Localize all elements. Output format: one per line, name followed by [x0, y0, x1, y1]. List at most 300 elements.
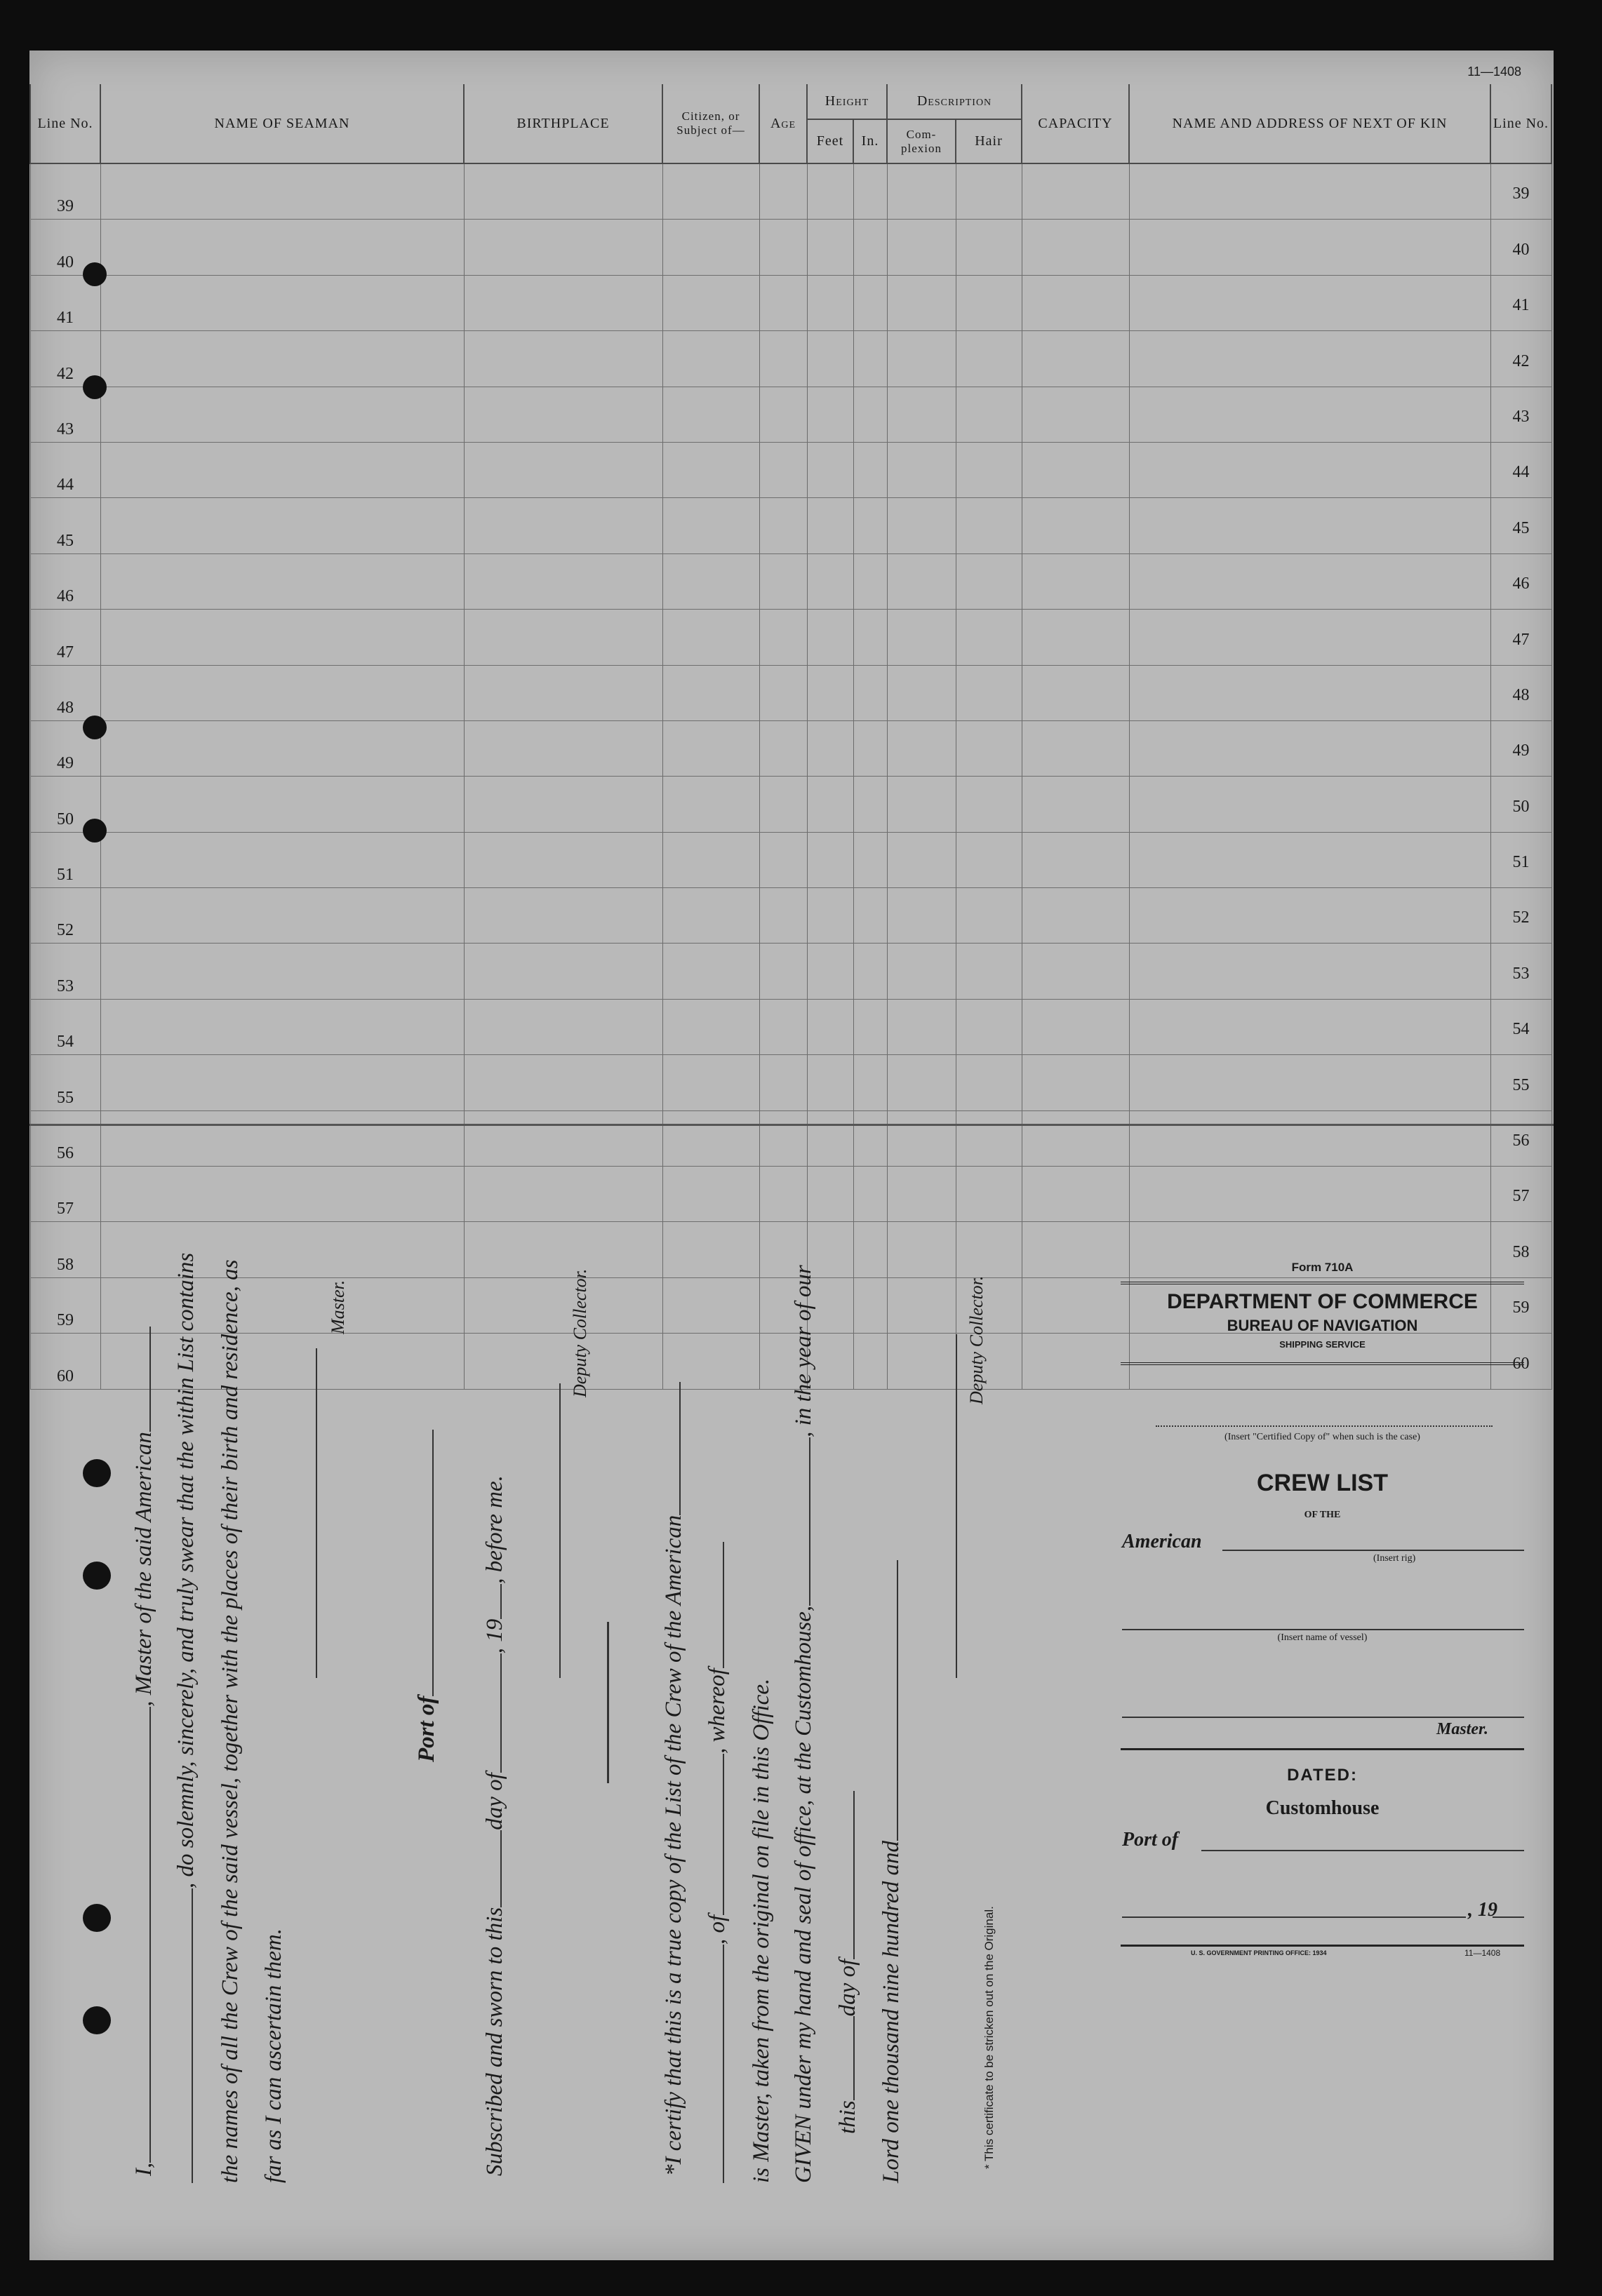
day-blank-2[interactable] [853, 2016, 855, 2100]
entry-cell[interactable] [853, 888, 887, 944]
entry-cell[interactable] [1022, 275, 1129, 330]
entry-cell[interactable] [887, 888, 956, 944]
entry-cell[interactable] [807, 720, 853, 776]
entry-cell[interactable] [853, 777, 887, 832]
entry-cell[interactable] [662, 944, 759, 999]
entry-cell[interactable] [464, 610, 662, 665]
deputy-collector-2: Deputy Collector. [966, 1275, 987, 1404]
entry-cell[interactable] [759, 163, 807, 220]
dated-label: DATED: [1287, 1766, 1358, 1785]
entry-cell[interactable] [1022, 163, 1129, 220]
header-capacity: CAPACITY [1022, 84, 1129, 163]
entry-cell[interactable] [1022, 387, 1129, 442]
entry-cell[interactable] [1022, 498, 1129, 553]
header-age: Age [759, 84, 807, 163]
line-number-left: 46 [30, 553, 100, 609]
entry-cell[interactable] [100, 777, 464, 832]
entry-cell[interactable] [887, 1055, 956, 1110]
entry-cell[interactable] [1022, 1277, 1129, 1333]
entry-cell[interactable] [100, 1055, 464, 1110]
entry-cell[interactable] [100, 720, 464, 776]
entry-cell[interactable] [464, 665, 662, 720]
entry-cell[interactable] [956, 944, 1022, 999]
entry-cell[interactable] [100, 888, 464, 944]
entry-cell[interactable] [464, 331, 662, 387]
certificate-footnote: * This certificate to be stricken out on the Original. [982, 1906, 996, 2169]
entry-cell[interactable] [759, 999, 807, 1054]
line-number-left: 41 [30, 275, 100, 330]
table-row [30, 442, 1551, 497]
line-number-right: 48 [1490, 665, 1551, 720]
entry-cell[interactable] [662, 1167, 759, 1222]
table-row [30, 610, 1551, 665]
entry-cell[interactable] [1022, 1110, 1129, 1166]
entry-cell[interactable] [662, 275, 759, 330]
entry-cell[interactable] [1022, 777, 1129, 832]
vessel-name-blank[interactable] [192, 1888, 193, 2183]
vessel-blank-2[interactable] [723, 1945, 724, 2183]
entry-cell[interactable] [662, 832, 759, 887]
header-hair: Hair [956, 119, 1022, 163]
entry-cell[interactable] [662, 498, 759, 553]
line-number-left: 57 [30, 1167, 100, 1222]
entry-cell[interactable] [956, 498, 1022, 553]
entry-cell[interactable] [1022, 220, 1129, 275]
department-title: DEPARTMENT OF COMMERCE [1167, 1290, 1478, 1313]
entry-cell[interactable] [853, 163, 887, 220]
entry-cell[interactable] [853, 442, 887, 497]
table-row [30, 665, 1551, 720]
header-height: Height [807, 84, 887, 119]
entry-cell[interactable] [853, 1110, 887, 1166]
vessel-name-line[interactable] [1122, 1629, 1524, 1630]
entry-cell[interactable] [807, 777, 853, 832]
entry-cell[interactable] [1022, 1222, 1129, 1277]
entry-cell[interactable] [1022, 1334, 1129, 1389]
entry-cell[interactable] [759, 331, 807, 387]
entry-cell[interactable] [464, 163, 662, 220]
entry-cell[interactable] [100, 1167, 464, 1222]
entry-cell[interactable] [662, 777, 759, 832]
entry-cell[interactable] [853, 498, 887, 553]
entry-cell[interactable] [956, 999, 1022, 1054]
entry-cell[interactable] [464, 1222, 662, 1277]
entry-cell[interactable] [464, 720, 662, 776]
entry-cell[interactable] [662, 1110, 759, 1166]
line-number-right: 51 [1490, 832, 1551, 887]
entry-cell[interactable] [807, 553, 853, 609]
entry-cell[interactable] [1129, 275, 1490, 330]
entry-cell[interactable] [759, 944, 807, 999]
entry-cell[interactable] [807, 832, 853, 887]
entry-cell[interactable] [759, 1167, 807, 1222]
entry-cell[interactable] [100, 665, 464, 720]
entry-cell[interactable] [956, 1222, 1022, 1277]
entry-cell[interactable] [759, 665, 807, 720]
insert-certified-note: (Insert "Certified Copy of" when such is the case) [1224, 1432, 1420, 1442]
customhouse-blank[interactable] [809, 1437, 810, 1606]
entry-cell[interactable] [807, 999, 853, 1054]
entry-cell[interactable] [887, 610, 956, 665]
line-number-left: 39 [30, 163, 100, 220]
oath-i: I, [131, 2162, 156, 2176]
entry-cell[interactable] [807, 442, 853, 497]
table-row [30, 387, 1551, 442]
entry-cell[interactable] [464, 1334, 662, 1389]
entry-cell[interactable] [759, 610, 807, 665]
entry-cell[interactable] [807, 610, 853, 665]
year-of-our-text: , in the year of our [791, 1265, 816, 1437]
entry-cell[interactable] [464, 275, 662, 330]
entry-cell[interactable] [853, 220, 887, 275]
entry-cell[interactable] [887, 1222, 956, 1277]
master-signature-line[interactable] [316, 1348, 317, 1678]
month-blank[interactable] [500, 1653, 502, 1773]
insert-vessel-note: (Insert name of vessel) [1277, 1632, 1368, 1643]
year-line-cover[interactable] [1493, 1916, 1524, 1918]
entry-cell[interactable] [100, 1110, 464, 1166]
entry-cell[interactable] [853, 720, 887, 776]
entry-cell[interactable] [759, 1110, 807, 1166]
certify-line-1 [661, 1382, 687, 2176]
line-number-left: 47 [30, 610, 100, 665]
entry-cell[interactable] [807, 944, 853, 999]
entry-cell[interactable] [1022, 553, 1129, 609]
entry-cell[interactable] [887, 1167, 956, 1222]
entry-cell[interactable] [956, 275, 1022, 330]
entry-cell[interactable] [1022, 665, 1129, 720]
certify-line-6 [879, 1560, 905, 2183]
entry-cell[interactable] [853, 665, 887, 720]
entry-cell[interactable] [887, 777, 956, 832]
header-description: Description [887, 84, 1022, 119]
entry-cell[interactable] [956, 610, 1022, 665]
entry-cell[interactable] [759, 777, 807, 832]
line-number-right: 43 [1490, 387, 1551, 442]
entry-cell[interactable] [464, 553, 662, 609]
entry-cell[interactable] [1022, 1055, 1129, 1110]
entry-cell[interactable] [464, 1167, 662, 1222]
entry-cell[interactable] [759, 1055, 807, 1110]
entry-cell[interactable] [887, 720, 956, 776]
entry-cell[interactable] [807, 220, 853, 275]
entry-cell[interactable] [1129, 1055, 1490, 1110]
entry-cell[interactable] [887, 944, 956, 999]
entry-cell[interactable] [807, 665, 853, 720]
entry-cell[interactable] [807, 163, 853, 220]
rig-blank[interactable] [679, 1382, 681, 1515]
line-number-left: 51 [30, 832, 100, 887]
month-blank-2[interactable] [853, 1791, 855, 1959]
entry-cell[interactable] [100, 944, 464, 999]
entry-cell[interactable] [100, 832, 464, 887]
entry-cell[interactable] [807, 275, 853, 330]
entry-cell[interactable] [1129, 220, 1490, 275]
table-row [30, 720, 1551, 776]
header-birthplace: BIRTHPLACE [464, 84, 662, 163]
entry-cell[interactable] [887, 387, 956, 442]
entry-cell[interactable] [464, 888, 662, 944]
entry-cell[interactable] [887, 442, 956, 497]
line-number-right: 59 [1490, 1277, 1551, 1333]
entry-cell[interactable] [853, 944, 887, 999]
entry-cell[interactable] [662, 387, 759, 442]
entry-cell[interactable] [100, 275, 464, 330]
entry-cell[interactable] [853, 553, 887, 609]
entry-cell[interactable] [887, 163, 956, 220]
entry-cell[interactable] [853, 1222, 887, 1277]
day-blank[interactable] [500, 1830, 502, 1907]
deputy-signature-line-1[interactable] [559, 1383, 561, 1678]
line-number-right: 60 [1490, 1334, 1551, 1389]
entry-cell[interactable] [887, 1110, 956, 1166]
entry-cell[interactable] [662, 553, 759, 609]
day-of-text-2: day of [835, 1959, 860, 2017]
entry-cell[interactable] [956, 720, 1022, 776]
this-text: this [835, 2100, 860, 2134]
entry-cell[interactable] [887, 220, 956, 275]
entry-cell[interactable] [1022, 331, 1129, 387]
entry-cell[interactable] [887, 331, 956, 387]
line-number-left: 40 [30, 220, 100, 275]
entry-cell[interactable] [662, 1055, 759, 1110]
entry-cell[interactable] [887, 275, 956, 330]
header-feet: Feet [807, 119, 853, 163]
entry-cell[interactable] [759, 387, 807, 442]
port-line-cover[interactable] [1201, 1850, 1524, 1851]
entry-cell[interactable] [100, 553, 464, 609]
entry-cell[interactable] [956, 832, 1022, 887]
entry-cell[interactable] [1022, 1167, 1129, 1222]
entry-cell[interactable] [1129, 553, 1490, 609]
whereof-text: , whereof [705, 1668, 730, 1754]
entry-cell[interactable] [956, 442, 1022, 497]
line-number-left: 60 [30, 1334, 100, 1389]
entry-cell[interactable] [853, 1277, 887, 1333]
entry-cell[interactable] [807, 1167, 853, 1222]
vessel-blank[interactable] [149, 1327, 151, 1432]
certified-copy-blank[interactable] [1156, 1425, 1493, 1427]
entry-cell[interactable] [759, 442, 807, 497]
entry-cell[interactable] [1129, 888, 1490, 944]
master-line[interactable] [1122, 1717, 1524, 1718]
entry-cell[interactable] [464, 387, 662, 442]
entry-cell[interactable] [759, 498, 807, 553]
entry-cell[interactable] [464, 999, 662, 1054]
entry-cell[interactable] [100, 442, 464, 497]
entry-cell[interactable] [662, 220, 759, 275]
entry-cell[interactable] [1022, 944, 1129, 999]
entry-cell[interactable] [100, 999, 464, 1054]
entry-cell[interactable] [464, 442, 662, 497]
header-line-no: Line No. [30, 84, 100, 163]
home-port-blank[interactable] [723, 1754, 724, 1915]
line-number-right: 40 [1490, 220, 1551, 275]
entry-cell[interactable] [853, 832, 887, 887]
entry-cell[interactable] [759, 888, 807, 944]
entry-cell[interactable] [956, 220, 1022, 275]
table-row [30, 888, 1551, 944]
entry-cell[interactable] [1129, 163, 1490, 220]
line-number-right: 39 [1490, 163, 1551, 220]
entry-cell[interactable] [464, 832, 662, 887]
entry-cell[interactable] [759, 832, 807, 887]
entry-cell[interactable] [1129, 777, 1490, 832]
entry-cell[interactable] [100, 220, 464, 275]
year-blank-2[interactable] [897, 1560, 898, 1841]
table-row [30, 498, 1551, 553]
entry-cell[interactable] [1022, 888, 1129, 944]
table-row [30, 1055, 1551, 1110]
entry-cell[interactable] [807, 888, 853, 944]
master-blank-2[interactable] [723, 1542, 724, 1668]
entry-cell[interactable] [759, 720, 807, 776]
entry-cell[interactable] [807, 387, 853, 442]
entry-cell[interactable] [1022, 442, 1129, 497]
section-divider [607, 1622, 609, 1783]
entry-cell[interactable] [1129, 610, 1490, 665]
entry-cell[interactable] [956, 1167, 1022, 1222]
entry-cell[interactable] [100, 1222, 464, 1277]
entry-cell[interactable] [956, 553, 1022, 609]
entry-cell[interactable] [100, 610, 464, 665]
customhouse-label: Customhouse [1265, 1797, 1380, 1819]
entry-cell[interactable] [464, 1277, 662, 1333]
entry-cell[interactable] [853, 1167, 887, 1222]
entry-cell[interactable] [853, 1055, 887, 1110]
table-row [30, 275, 1551, 330]
entry-cell[interactable] [662, 999, 759, 1054]
entry-cell[interactable] [1129, 331, 1490, 387]
entry-cell[interactable] [1022, 610, 1129, 665]
entry-cell[interactable] [662, 163, 759, 220]
entry-cell[interactable] [759, 275, 807, 330]
entry-cell[interactable] [1129, 442, 1490, 497]
cover-code: 11—1408 [1464, 1948, 1501, 1958]
entry-cell[interactable] [956, 387, 1022, 442]
line-number-right: 41 [1490, 275, 1551, 330]
entry-cell[interactable] [807, 1055, 853, 1110]
punch-hole [83, 1562, 111, 1590]
rig-line[interactable] [1222, 1550, 1524, 1551]
year-19-text: , 19 [482, 1618, 507, 1654]
entry-cell[interactable] [853, 610, 887, 665]
entry-cell[interactable] [956, 777, 1022, 832]
entry-cell[interactable] [956, 665, 1022, 720]
entry-cell[interactable] [1129, 498, 1490, 553]
entry-cell[interactable] [1129, 1110, 1490, 1166]
header-name-of-seaman: NAME OF SEAMAN [100, 84, 464, 163]
entry-cell[interactable] [956, 331, 1022, 387]
date-line-cover[interactable] [1122, 1916, 1466, 1918]
entry-cell[interactable] [1129, 832, 1490, 887]
table-row [30, 163, 1551, 220]
entry-cell[interactable] [464, 1055, 662, 1110]
entry-cell[interactable] [807, 1110, 853, 1166]
line-number-right: 44 [1490, 442, 1551, 497]
entry-cell[interactable] [100, 331, 464, 387]
entry-cell[interactable] [853, 1334, 887, 1389]
entry-cell[interactable] [1129, 999, 1490, 1054]
entry-cell[interactable] [853, 999, 887, 1054]
entry-cell[interactable] [956, 1055, 1022, 1110]
entry-cell[interactable] [887, 1334, 956, 1389]
line-number-left: 58 [30, 1222, 100, 1277]
oath-line-2 [173, 1253, 199, 2183]
entry-cell[interactable] [807, 498, 853, 553]
entry-cell[interactable] [853, 275, 887, 330]
entry-cell[interactable] [956, 1110, 1022, 1166]
entry-cell[interactable] [662, 888, 759, 944]
entry-cell[interactable] [662, 720, 759, 776]
entry-cell[interactable] [100, 1277, 464, 1333]
entry-cell[interactable] [1022, 720, 1129, 776]
entry-cell[interactable] [887, 1277, 956, 1333]
entry-cell[interactable] [759, 553, 807, 609]
oath-master-of-american: , Master of the said American [131, 1432, 156, 1707]
entry-cell[interactable] [100, 387, 464, 442]
entry-cell[interactable] [887, 665, 956, 720]
form-code-top: 11—1408 [1467, 65, 1521, 79]
entry-cell[interactable] [759, 220, 807, 275]
entry-cell[interactable] [853, 387, 887, 442]
entry-cell[interactable] [1022, 832, 1129, 887]
certify-line-2 [705, 1542, 730, 2183]
entry-cell[interactable] [464, 944, 662, 999]
entry-cell[interactable] [100, 163, 464, 220]
entry-cell[interactable] [1129, 387, 1490, 442]
entry-cell[interactable] [662, 665, 759, 720]
line-number-right: 55 [1490, 1055, 1551, 1110]
punch-hole [83, 1904, 111, 1932]
entry-cell[interactable] [1129, 1167, 1490, 1222]
entry-cell[interactable] [887, 999, 956, 1054]
port-blank[interactable] [432, 1430, 434, 1696]
master-name-blank[interactable] [149, 1707, 151, 2163]
before-me-text: , before me. [482, 1475, 507, 1584]
table-row [30, 999, 1551, 1054]
entry-cell[interactable] [887, 553, 956, 609]
entry-cell[interactable] [662, 610, 759, 665]
entry-cell[interactable] [662, 1277, 759, 1333]
line-number-right: 53 [1490, 944, 1551, 999]
line-number-left: 43 [30, 387, 100, 442]
entry-cell[interactable] [1129, 665, 1490, 720]
entry-cell[interactable] [807, 331, 853, 387]
entry-cell[interactable] [887, 498, 956, 553]
entry-cell[interactable] [662, 1334, 759, 1389]
entry-cell[interactable] [464, 1110, 662, 1166]
certify-line-4 [791, 1265, 817, 2183]
entry-cell[interactable] [464, 777, 662, 832]
entry-cell[interactable] [464, 220, 662, 275]
entry-cell[interactable] [464, 498, 662, 553]
entry-cell[interactable] [100, 498, 464, 553]
entry-cell[interactable] [662, 442, 759, 497]
entry-cell[interactable] [1129, 944, 1490, 999]
entry-cell[interactable] [956, 163, 1022, 220]
entry-cell[interactable] [1129, 720, 1490, 776]
year-blank[interactable] [500, 1584, 502, 1619]
entry-cell[interactable] [887, 832, 956, 887]
entry-cell[interactable] [662, 1222, 759, 1277]
deputy-signature-line-2[interactable] [956, 1334, 957, 1678]
entry-cell[interactable] [662, 331, 759, 387]
header-line-no-right: Line No. [1490, 84, 1551, 163]
entry-cell[interactable] [956, 888, 1022, 944]
entry-cell[interactable] [1022, 999, 1129, 1054]
entry-cell[interactable] [853, 331, 887, 387]
